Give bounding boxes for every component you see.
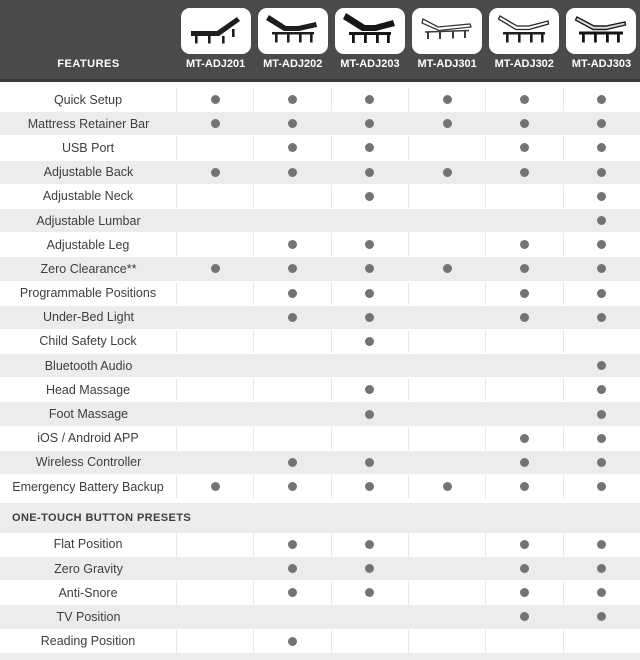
feature-included-dot bbox=[211, 264, 220, 273]
bed-frame-outline-icon bbox=[419, 11, 475, 52]
feature-cell bbox=[177, 475, 254, 498]
product-column-MT-ADJ301 bbox=[409, 0, 486, 79]
feature-included-dot bbox=[288, 264, 297, 273]
feature-cell bbox=[564, 581, 640, 604]
table-row bbox=[0, 475, 640, 498]
feature-cell bbox=[332, 282, 409, 305]
product-column-label: MT-ADJ201 bbox=[185, 58, 246, 70]
feature-cell bbox=[254, 451, 331, 474]
feature-cell bbox=[409, 378, 486, 401]
feature-included-dot bbox=[597, 588, 606, 597]
feature-cell bbox=[409, 88, 486, 111]
product-column-label: MT-ADJ203 bbox=[340, 58, 400, 70]
feature-included-dot bbox=[365, 95, 374, 104]
feature-cell bbox=[409, 402, 486, 425]
feature-cell bbox=[254, 136, 331, 159]
feature-included-dot bbox=[365, 264, 374, 273]
feature-included-dot bbox=[443, 168, 452, 177]
table-row bbox=[0, 233, 640, 256]
feature-cell bbox=[409, 112, 486, 135]
feature-cell bbox=[486, 209, 563, 232]
feature-cell bbox=[254, 378, 331, 401]
feature-label: Mattress Retainer Bar bbox=[27, 116, 150, 131]
feature-included-dot bbox=[288, 168, 297, 177]
feature-cell bbox=[254, 557, 331, 580]
feature-cell bbox=[409, 354, 486, 377]
feature-cell bbox=[486, 354, 563, 377]
feature-included-dot bbox=[597, 434, 606, 443]
feature-included-dot bbox=[288, 289, 297, 298]
feature-label: Quick Setup bbox=[0, 88, 177, 111]
table-row bbox=[0, 450, 640, 475]
product-column-MT-ADJ303 bbox=[563, 0, 640, 79]
feature-included-dot bbox=[520, 458, 529, 467]
feature-cell bbox=[254, 306, 331, 329]
feature-cell bbox=[332, 185, 409, 208]
feature-label: Zero Clearance** bbox=[40, 261, 137, 276]
bed-frame-head-foot-up-deluxe-icon bbox=[573, 11, 629, 52]
table-row bbox=[0, 88, 640, 111]
feature-included-dot bbox=[597, 95, 606, 104]
feature-cell bbox=[331, 451, 408, 474]
product-image-tile bbox=[412, 8, 482, 54]
product-image-tile bbox=[566, 8, 636, 54]
feature-cell bbox=[332, 88, 409, 111]
product-column-MT-ADJ302 bbox=[486, 0, 563, 79]
feature-label: USB Port bbox=[0, 136, 177, 159]
feature-cell bbox=[177, 330, 254, 353]
table-row bbox=[0, 401, 640, 426]
feature-label: Child Safety Lock bbox=[0, 330, 177, 353]
feature-cell bbox=[254, 630, 331, 653]
feature-cell bbox=[409, 630, 486, 653]
feature-included-dot bbox=[365, 240, 374, 249]
feature-cell bbox=[486, 605, 563, 628]
feature-included-dot bbox=[597, 119, 606, 128]
feature-cell bbox=[177, 354, 254, 377]
feature-label: Foot Massage bbox=[48, 407, 129, 422]
feature-cell bbox=[177, 581, 254, 604]
feature-cell bbox=[486, 378, 563, 401]
feature-label: Adjustable Lumbar bbox=[36, 213, 141, 228]
feature-cell bbox=[486, 581, 563, 604]
feature-cell bbox=[409, 161, 486, 184]
feature-cell bbox=[177, 209, 254, 232]
feature-included-dot bbox=[597, 240, 606, 249]
product-column-MT-ADJ203 bbox=[331, 0, 408, 79]
feature-cell bbox=[564, 378, 640, 401]
feature-cell bbox=[564, 533, 640, 556]
feature-label: Reading Position bbox=[0, 630, 177, 653]
feature-cell bbox=[486, 330, 563, 353]
feature-cell bbox=[254, 161, 331, 184]
feature-cell bbox=[409, 451, 486, 474]
feature-included-dot bbox=[597, 313, 606, 322]
feature-included-dot bbox=[288, 240, 297, 249]
feature-cell bbox=[254, 330, 331, 353]
feature-cell bbox=[486, 161, 563, 184]
feature-included-dot bbox=[597, 385, 606, 394]
feature-label: Under-Bed Light bbox=[42, 310, 135, 325]
table-row bbox=[0, 330, 640, 353]
feature-cell bbox=[332, 136, 409, 159]
table-row bbox=[0, 160, 640, 185]
feature-included-dot bbox=[365, 168, 374, 177]
feature-cell bbox=[332, 233, 409, 256]
feature-cell bbox=[486, 557, 563, 580]
feature-label: Emergency Battery Backup bbox=[0, 475, 177, 498]
bed-frame-head-foot-up-icon bbox=[496, 11, 552, 52]
feature-label: Anti-Snore bbox=[0, 581, 177, 604]
feature-cell bbox=[564, 185, 640, 208]
feature-label: Zero Gravity bbox=[54, 561, 123, 576]
feature-cell bbox=[331, 402, 408, 425]
feature-cell bbox=[564, 233, 640, 256]
feature-cell bbox=[254, 88, 331, 111]
feature-included-dot bbox=[443, 119, 452, 128]
feature-cell bbox=[564, 630, 640, 653]
feature-included-dot bbox=[365, 458, 374, 467]
table-row bbox=[0, 581, 640, 604]
feature-cell bbox=[563, 161, 640, 184]
feature-label: Flat Position bbox=[0, 533, 177, 556]
feature-cell bbox=[409, 330, 486, 353]
feature-cell bbox=[486, 233, 563, 256]
feature-cell bbox=[177, 605, 254, 628]
feature-cell bbox=[177, 451, 254, 474]
feature-cell bbox=[177, 427, 254, 450]
feature-cell bbox=[409, 257, 486, 280]
feature-included-dot bbox=[597, 361, 606, 370]
product-column-MT-ADJ201 bbox=[177, 0, 254, 79]
table-row bbox=[0, 427, 640, 450]
product-image-tile bbox=[335, 8, 405, 54]
product-column-label: MT-ADJ301 bbox=[417, 58, 477, 70]
feature-label: iOS / Android APP bbox=[0, 427, 177, 450]
feature-included-dot bbox=[443, 482, 452, 491]
product-header-columns bbox=[177, 0, 640, 79]
feature-cell bbox=[332, 630, 409, 653]
table-row bbox=[0, 305, 640, 330]
feature-included-dot bbox=[288, 95, 297, 104]
table-row bbox=[0, 256, 640, 281]
feature-included-dot bbox=[597, 540, 606, 549]
feature-included-dot bbox=[288, 143, 297, 152]
feature-cell bbox=[331, 306, 408, 329]
feature-cell bbox=[564, 427, 640, 450]
feature-cell bbox=[177, 233, 254, 256]
feature-cell bbox=[563, 402, 640, 425]
feature-cell bbox=[564, 330, 640, 353]
feature-cell bbox=[331, 112, 408, 135]
table-row bbox=[0, 604, 640, 629]
feature-cell bbox=[486, 112, 563, 135]
feature-cell bbox=[177, 630, 254, 653]
feature-included-dot bbox=[365, 119, 374, 128]
table-row bbox=[0, 282, 640, 305]
feature-cell bbox=[563, 354, 640, 377]
feature-table-body bbox=[0, 82, 640, 653]
table-row bbox=[0, 185, 640, 208]
feature-included-dot bbox=[288, 119, 297, 128]
feature-included-dot bbox=[520, 264, 529, 273]
feature-label: Adjustable Back bbox=[43, 165, 134, 180]
product-column-label: MT-ADJ302 bbox=[494, 58, 554, 70]
feature-cell bbox=[409, 581, 486, 604]
feature-cell bbox=[486, 88, 563, 111]
feature-label: Programmable Positions bbox=[0, 282, 177, 305]
feature-included-dot bbox=[597, 410, 606, 419]
feature-cell bbox=[486, 427, 563, 450]
feature-cell bbox=[177, 402, 254, 425]
feature-included-dot bbox=[365, 289, 374, 298]
feature-included-dot bbox=[365, 540, 374, 549]
bottom-stripe bbox=[0, 653, 640, 660]
feature-cell bbox=[331, 161, 408, 184]
feature-included-dot bbox=[597, 289, 606, 298]
product-image-tile bbox=[258, 8, 328, 54]
feature-cell bbox=[177, 136, 254, 159]
feature-cell bbox=[177, 306, 254, 329]
product-column-label: MT-ADJ202 bbox=[263, 58, 323, 70]
feature-cell bbox=[177, 282, 254, 305]
feature-label: Adjustable Leg bbox=[0, 233, 177, 256]
feature-cell bbox=[563, 112, 640, 135]
feature-included-dot bbox=[211, 168, 220, 177]
feature-cell bbox=[563, 209, 640, 232]
feature-cell bbox=[409, 475, 486, 498]
table-row bbox=[0, 378, 640, 401]
feature-included-dot bbox=[365, 337, 374, 346]
feature-included-dot bbox=[288, 313, 297, 322]
bed-head-foot-up-solid-icon bbox=[265, 11, 321, 52]
feature-cell bbox=[254, 233, 331, 256]
features-header-label: FEATURES bbox=[57, 58, 120, 70]
feature-cell bbox=[331, 557, 408, 580]
feature-included-dot bbox=[520, 240, 529, 249]
feature-cell bbox=[486, 306, 563, 329]
feature-cell bbox=[332, 581, 409, 604]
feature-cell bbox=[409, 282, 486, 305]
feature-cell bbox=[332, 378, 409, 401]
feature-cell bbox=[486, 451, 563, 474]
feature-included-dot bbox=[520, 95, 529, 104]
feature-cell bbox=[254, 581, 331, 604]
product-image-tile bbox=[181, 8, 251, 54]
feature-cell bbox=[177, 161, 254, 184]
feature-cell bbox=[331, 209, 408, 232]
feature-cell bbox=[254, 209, 331, 232]
feature-cell bbox=[332, 427, 409, 450]
feature-cell bbox=[409, 136, 486, 159]
feature-cell bbox=[564, 282, 640, 305]
feature-included-dot bbox=[211, 482, 220, 491]
feature-included-dot bbox=[520, 289, 529, 298]
feature-cell bbox=[177, 257, 254, 280]
feature-included-dot bbox=[288, 540, 297, 549]
feature-included-dot bbox=[520, 143, 529, 152]
table-row bbox=[0, 353, 640, 378]
feature-included-dot bbox=[443, 264, 452, 273]
table-row bbox=[0, 533, 640, 556]
feature-cell bbox=[486, 257, 563, 280]
feature-included-dot bbox=[520, 168, 529, 177]
feature-included-dot bbox=[211, 119, 220, 128]
feature-included-dot bbox=[597, 192, 606, 201]
feature-included-dot bbox=[597, 612, 606, 621]
feature-cell bbox=[331, 354, 408, 377]
feature-cell bbox=[563, 451, 640, 474]
feature-included-dot bbox=[288, 482, 297, 491]
feature-included-dot bbox=[597, 216, 606, 225]
feature-cell bbox=[254, 402, 331, 425]
feature-included-dot bbox=[597, 564, 606, 573]
feature-label: Head Massage bbox=[0, 378, 177, 401]
feature-included-dot bbox=[365, 588, 374, 597]
feature-cell bbox=[409, 605, 486, 628]
feature-included-dot bbox=[597, 458, 606, 467]
feature-included-dot bbox=[597, 482, 606, 491]
feature-cell bbox=[564, 88, 640, 111]
feature-included-dot bbox=[365, 410, 374, 419]
feature-cell bbox=[177, 185, 254, 208]
feature-cell bbox=[564, 136, 640, 159]
feature-included-dot bbox=[520, 482, 529, 491]
feature-cell bbox=[409, 427, 486, 450]
feature-included-dot bbox=[288, 637, 297, 646]
feature-label: Wireless Controller bbox=[35, 455, 142, 470]
table-row bbox=[0, 630, 640, 653]
feature-cell bbox=[254, 533, 331, 556]
feature-cell bbox=[486, 402, 563, 425]
feature-included-dot bbox=[365, 143, 374, 152]
feature-cell bbox=[254, 354, 331, 377]
feature-cell bbox=[254, 475, 331, 498]
table-row bbox=[0, 136, 640, 159]
feature-cell bbox=[177, 533, 254, 556]
feature-cell bbox=[177, 112, 254, 135]
feature-included-dot bbox=[443, 95, 452, 104]
feature-cell bbox=[254, 605, 331, 628]
table-header-bar bbox=[0, 0, 640, 82]
feature-cell bbox=[254, 282, 331, 305]
table-row bbox=[0, 556, 640, 581]
feature-cell bbox=[254, 112, 331, 135]
feature-cell bbox=[177, 378, 254, 401]
feature-included-dot bbox=[288, 564, 297, 573]
feature-cell bbox=[177, 557, 254, 580]
feature-included-dot bbox=[520, 564, 529, 573]
product-image-tile bbox=[489, 8, 559, 54]
feature-cell bbox=[409, 209, 486, 232]
feature-included-dot bbox=[520, 612, 529, 621]
feature-included-dot bbox=[365, 192, 374, 201]
feature-cell bbox=[409, 306, 486, 329]
feature-included-dot bbox=[288, 588, 297, 597]
feature-included-dot bbox=[520, 313, 529, 322]
feature-included-dot bbox=[211, 95, 220, 104]
feature-cell bbox=[486, 185, 563, 208]
feature-label: Bluetooth Audio bbox=[44, 358, 133, 373]
feature-cell bbox=[563, 605, 640, 628]
table-row bbox=[0, 208, 640, 233]
feature-included-dot bbox=[365, 482, 374, 491]
feature-cell bbox=[486, 282, 563, 305]
feature-cell bbox=[409, 233, 486, 256]
feature-cell bbox=[331, 257, 408, 280]
feature-cell bbox=[332, 533, 409, 556]
feature-included-dot bbox=[365, 564, 374, 573]
feature-cell bbox=[563, 557, 640, 580]
feature-cell bbox=[332, 330, 409, 353]
feature-cell bbox=[563, 257, 640, 280]
table-row bbox=[0, 111, 640, 136]
feature-cell bbox=[409, 533, 486, 556]
feature-cell bbox=[409, 557, 486, 580]
feature-cell bbox=[409, 185, 486, 208]
feature-label: TV Position bbox=[56, 609, 121, 624]
section-header: ONE-TOUCH BUTTON PRESETS bbox=[0, 503, 640, 533]
feature-cell bbox=[254, 185, 331, 208]
bed-head-foot-up-bold-solid-icon bbox=[342, 11, 398, 52]
feature-included-dot bbox=[597, 168, 606, 177]
feature-label: Adjustable Neck bbox=[0, 185, 177, 208]
feature-included-dot bbox=[365, 313, 374, 322]
feature-included-dot bbox=[365, 385, 374, 394]
feature-included-dot bbox=[520, 434, 529, 443]
feature-cell bbox=[177, 88, 254, 111]
feature-cell bbox=[564, 475, 640, 498]
product-column-label: MT-ADJ303 bbox=[571, 58, 632, 70]
product-column-MT-ADJ202 bbox=[254, 0, 331, 79]
feature-cell bbox=[331, 605, 408, 628]
feature-cell bbox=[486, 475, 563, 498]
feature-cell bbox=[254, 427, 331, 450]
feature-included-dot bbox=[597, 264, 606, 273]
feature-cell bbox=[486, 533, 563, 556]
feature-cell bbox=[332, 475, 409, 498]
feature-cell bbox=[486, 136, 563, 159]
bed-head-up-solid-icon bbox=[188, 11, 244, 52]
feature-included-dot bbox=[597, 143, 606, 152]
feature-included-dot bbox=[288, 458, 297, 467]
feature-cell bbox=[563, 306, 640, 329]
feature-included-dot bbox=[520, 540, 529, 549]
feature-cell bbox=[486, 630, 563, 653]
feature-cell bbox=[254, 257, 331, 280]
feature-included-dot bbox=[520, 588, 529, 597]
feature-included-dot bbox=[520, 119, 529, 128]
